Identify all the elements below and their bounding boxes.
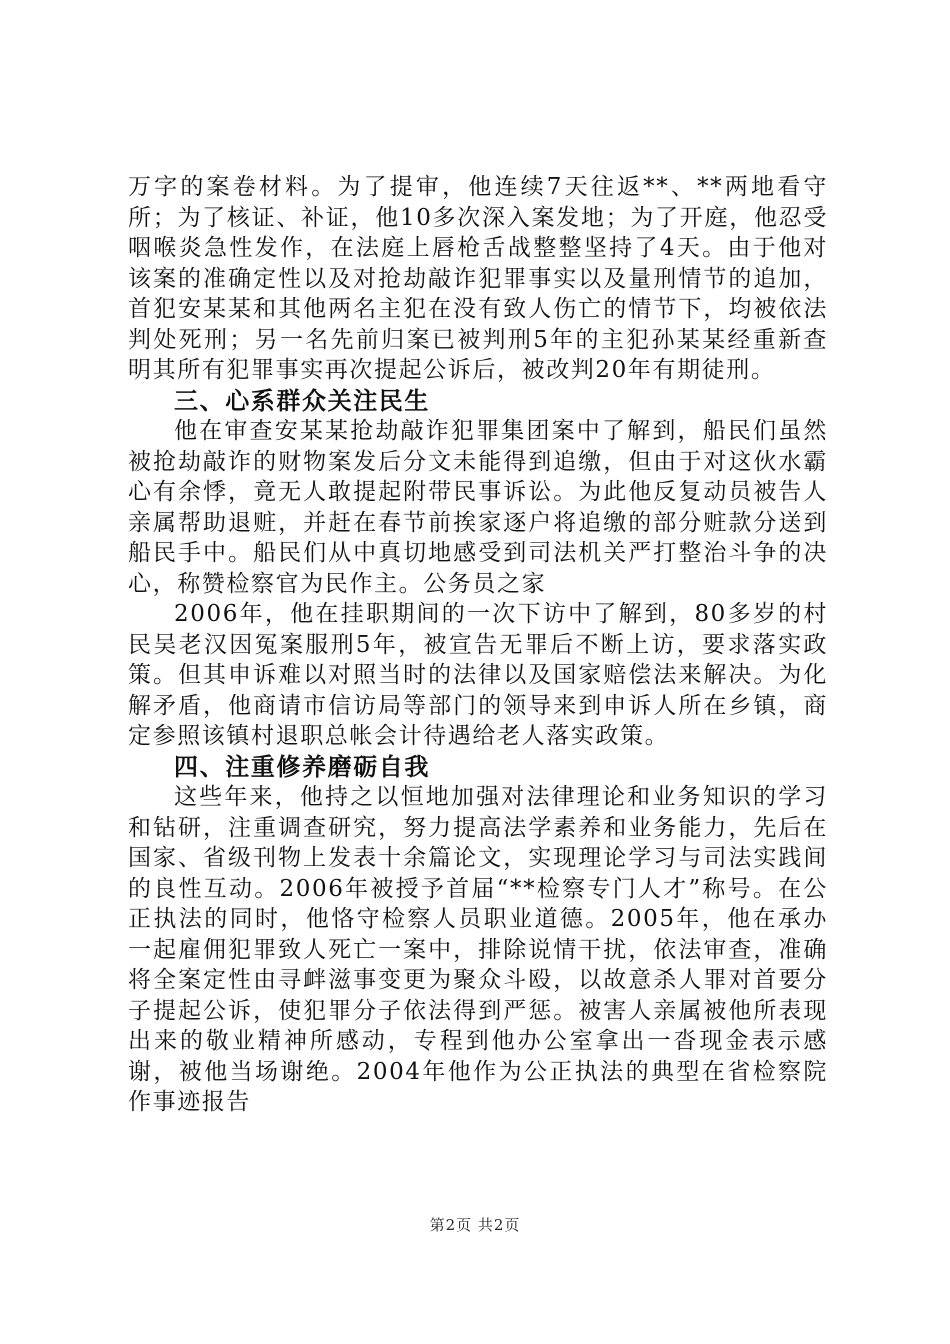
section-heading-self-cultivation: 四、注重修养磨砺自我	[174, 752, 430, 781]
paragraph-petition-2006: 2006年，他在挂职期间的一次下访中了解到，80多岁的村民吴老汉因冤案服刑5年，被宣告无罪后不断上访，要求落实政策。但其申诉难以对照当时的法律以及国家赔偿法来解决。为化解矛盾，他商请市信访局等部门的领导来到申诉人所在乡镇，商定参照该镇村退职总帐会计待遇给老人落实政策。	[128, 601, 828, 749]
page-footer: 第2页 共2页	[429, 1216, 521, 1234]
document-body	[128, 172, 828, 1118]
paragraph-case-materials: 万字的案卷材料。为了提审，他连续7天往返**、**两地看守所；为了核证、补证，他10多次深入案发地；为了开庭，他忍受咽喉炎急性发作，在法庭上唇枪舌战整整坚持了4天。由于他对该案的准确定性以及对抢劫敲诈犯罪事实以及量刑情节的追加，首犯安某某和其他两名主犯在没有致人伤亡的情节下，均被依法判处死刑；另一名先前归案已被判刑5年的主犯孙某某经重新查明其所有犯罪事实再次提起公诉后，被改判20年有期徒刑。	[128, 174, 828, 383]
section-heading-people: 三、心系群众关注民生	[174, 386, 430, 415]
paragraph-boat-people: 他在审查安某某抢劫敲诈犯罪集团案中了解到，船民们虽然被抢劫敲诈的财物案发后分文未能得到追缴，但由于对这伙水霸心有余悸，竟无人敢提起附带民事诉讼。为此他反复动员被告人亲属帮助退赃，并赶在春节前挨家逐户将追缴的部分赃款分送到船民手中。船民们从中真切地感受到司法机关严打整治斗争的决心，称赞检察官为民作主。公务员之家	[128, 418, 828, 597]
paragraph-study-research: 这些年来，他持之以恒地加强对法律理论和业务知识的学习和钻研，注重调查研究，努力提高法学素养和业务能力，先后在国家、省级刊物上发表十余篇论文，实现理论学习与司法实践间的良性互动。2006年被授予首届“**检察专门人才”称号。在公正执法的同时，他恪守检察人员职业道德。2005年，他在承办一起雇佣犯罪致人死亡一案中，排除说情干扰，依法审查，准确将全案定性由寻衅滋事变更为聚众斗殴，以故意杀人罪对首要分子提起公诉，使犯罪分子依法得到严惩。被害人亲属被他所表现出来的敬业精神所感动，专程到他办公室拿出一沓现金表示感谢，被他当场谢绝。2004年他作为公正执法的典型在省检察院作事迹报告	[128, 784, 828, 1115]
